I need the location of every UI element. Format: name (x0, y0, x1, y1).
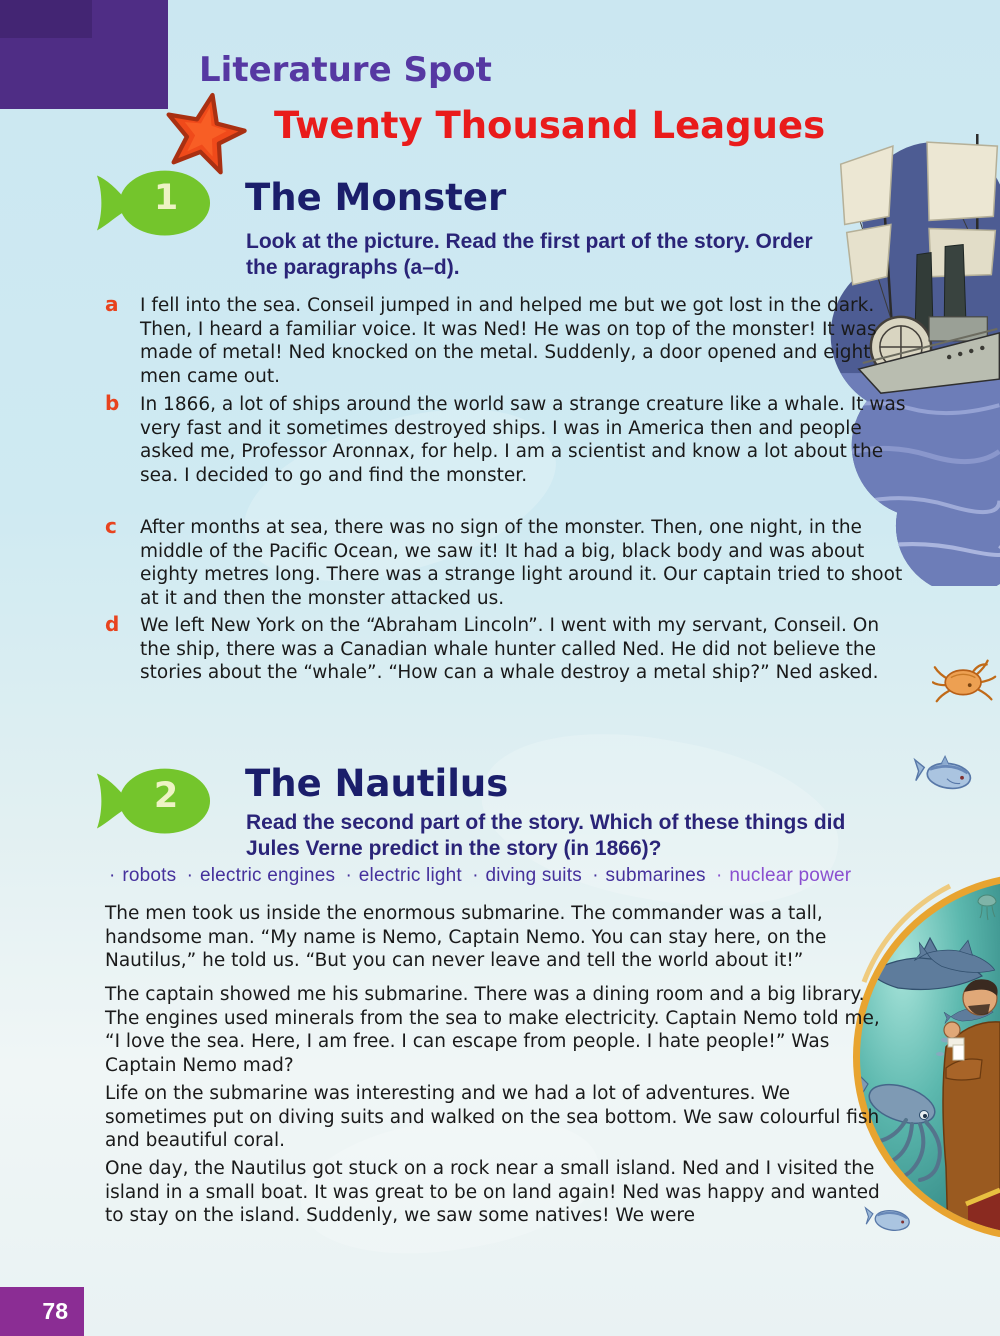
paragraph-label: b (105, 391, 120, 415)
paragraph-label: d (105, 612, 120, 636)
word-list-item: nuclear power (729, 865, 852, 886)
section-2-instructions: Read the second part of the story. Which of these things did Jules Verne predict in the story (in 1866)? (246, 811, 846, 860)
section-2-fish-badge (94, 762, 212, 842)
paragraph-text: After months at sea, there was no sign of the monster. Then, one night, in the middle of the Pacific Ocean, we saw it! It had a big, black body and was about eighty metres long. There was a strange light around it. Our captain tried to shoot at it and then the monster attacked us. (140, 517, 903, 609)
list-bullet: · (109, 865, 116, 886)
story-paragraph-a (105, 292, 915, 388)
story-paragraph: One day, the Nautilus got stuck on a rock near a small island. Ned and I visited the island in a small boat. It was great to be on land again! Ned was happy and wanted to stay on the island. Suddenly, we saw some natives! We were (105, 1158, 880, 1226)
corner-decoration-dark (0, 0, 92, 38)
page-number: 78 (42, 1298, 68, 1324)
word-list-item: robots (122, 865, 177, 886)
word-list-item: electric engines (199, 865, 336, 886)
paragraph-label: a (105, 292, 119, 316)
list-bullet: · (592, 865, 599, 886)
story-paragraph-b (105, 391, 915, 487)
word-list-item: electric light (358, 865, 462, 886)
story-paragraph-d (105, 612, 915, 685)
fish-icon (913, 748, 979, 800)
paragraph-text: I fell into the sea. Conseil jumped in and helped me but we got lost in the dark. Then, I heard a familiar voice. It was Ned! He was on top of the monster! It was made of metal! Ned knocked on the metal. Suddenly, a door opened and eight men came out. (140, 295, 877, 387)
paragraph-label: c (105, 514, 117, 538)
story-paragraph-c (105, 514, 915, 610)
story-paragraph: The men took us inside the enormous submarine. The commander was a tall, handsome man. “My name is Nemo, Captain Nemo. You can stay here, on the Nautilus,” he told us. “But you can never leave and tell the world about it!” (105, 903, 827, 971)
paragraph-text: In 1866, a lot of ships around the world saw a strange creature like a whale. It was very fast and it sometimes destroyed ships. I was in America then and people asked me, Professor Aronnax, for help. I am a scientist and know a lot about the sea. I decided to go and find the monster. (140, 394, 906, 486)
list-bullet: · (472, 865, 479, 886)
list-bullet: · (186, 865, 193, 886)
list-bullet: · (345, 865, 352, 886)
page-number-box (0, 1287, 84, 1336)
section-2-title: The Nautilus (245, 762, 509, 805)
word-list-item: diving suits (485, 865, 582, 886)
section-1-title: The Monster (245, 176, 507, 219)
word-list-item: submarines (605, 865, 706, 886)
series-kicker: Literature Spot (199, 50, 492, 90)
list-bullet: · (716, 865, 723, 886)
crab-icon (932, 652, 998, 708)
story-paragraph: Life on the submarine was interesting and we had a lot of adventures. We sometimes put on diving suits and walked on the sea bottom. We saw colourful fish and beautiful coral. (105, 1083, 880, 1151)
page-title: Twenty Thousand Leagues (274, 104, 826, 147)
section-1-instructions: Look at the picture. Read the first part of the story. Order the paragraphs (a–d). (246, 230, 813, 279)
section-number: 1 (153, 178, 179, 218)
prediction-word-list (104, 865, 964, 887)
section-number: 2 (153, 776, 179, 816)
story-paragraph: The captain showed me his submarine. There was a dining room and a big library. The engines used minerals from the sea to make electricity. Captain Nemo told me, “I love the sea. Here, I am free. I can escape from people. I hate people!” Was Captain Nemo mad? (105, 984, 880, 1076)
paragraph-text: We left New York on the “Abraham Lincoln”. I went with my servant, Conseil. On the ship, there was a Canadian whale hunter called Ned. He did not believe the stories about the “whale”. “How can a whale destroy a metal ship?” Ned asked. (140, 615, 880, 683)
corner-decoration (0, 0, 168, 109)
section-1-fish-badge (94, 164, 212, 244)
